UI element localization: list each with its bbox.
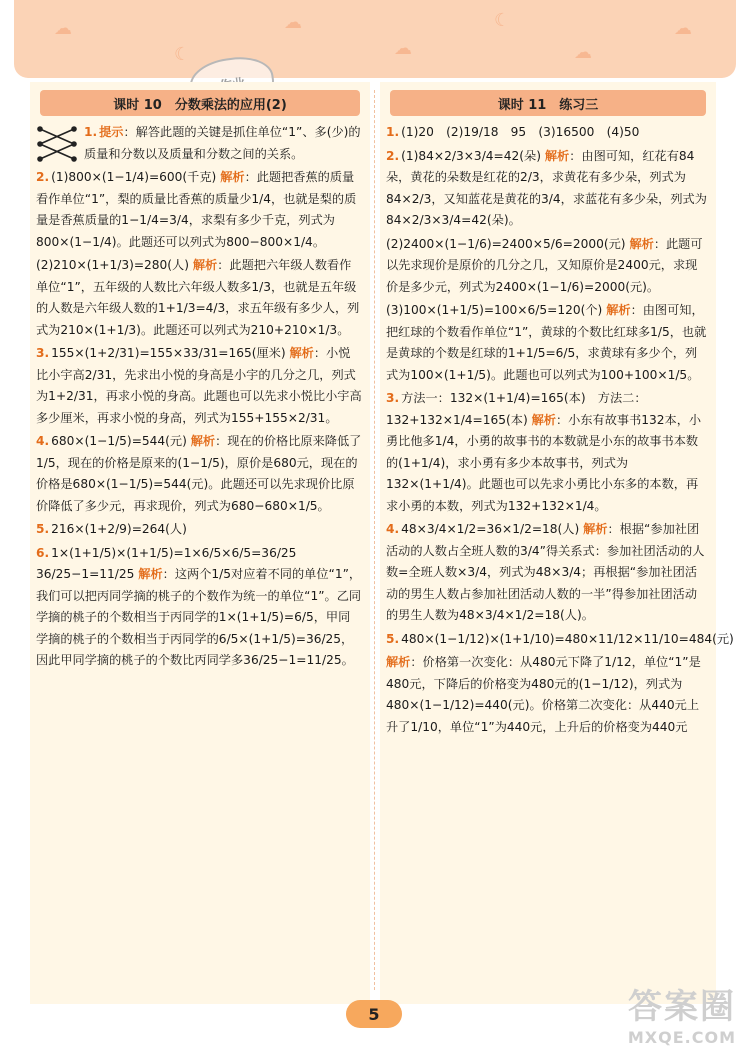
- item-explanation: ：价格第一次变化：从480元下降了1/12，单位“1”是480元，下降后的价格变为480元的(1−1/12)，列式为480×(1−1/12)=440(元)。价格第二次变化：从440元上升了1/10，单位“1”为440元，上升后的价格变为440元: [386, 655, 701, 734]
- item-number: 6.: [36, 545, 50, 560]
- item-number: 4.: [386, 522, 400, 536]
- item-number: 2.: [36, 170, 50, 184]
- cloud-icon: ☁: [574, 42, 592, 63]
- answer-item: [386, 652, 708, 738]
- analysis-label: 解析: [138, 567, 163, 581]
- item-explanation: ：小悦比小宇高2/31，先求出小悦的身高是小宇的几分之几，列式为1+2/31，再求小悦的身高。此题也可以先求小悦比小宇高多少厘米，再求小悦的身高，列式为155+155×2/31。: [36, 346, 362, 425]
- answer-item: [36, 431, 362, 517]
- analysis-label: 解析: [544, 148, 570, 163]
- item-text: 1×(1+1/5)×(1+1/5)=1×6/5×6/5=36/25 36/25−1=11/25: [36, 545, 309, 581]
- right-content: [380, 122, 734, 738]
- item-text: 680×(1−1/5)=544(元): [51, 434, 191, 448]
- item-number: 4.: [36, 434, 50, 448]
- answer-item: [386, 629, 734, 651]
- moon-icon: ☾: [494, 10, 511, 31]
- item-number: 2.: [386, 148, 400, 163]
- answer-item: [386, 300, 708, 386]
- item-number: 5.: [386, 631, 400, 646]
- item-text: 48×3/4×1/2=36×1/2=18(人): [401, 522, 584, 536]
- column-divider: [374, 90, 375, 990]
- answer-item: [36, 343, 362, 429]
- item-explanation: ：由图可知，把红球的个数看作单位“1”，黄球的个数比红球多1/5，也就是黄球的个数是红球的1+1/5=6/5，求黄球有多少个，列式为100×(1+1/5)。此题也可以列式为100+100×1/5。: [386, 303, 707, 382]
- item-text: ：解答此题的关键是抓住单位“1”、多(少)的质量和分数以及质量和分数之间的关系。: [84, 125, 361, 161]
- item-text: (1)800×(1−1/4)=600(千克): [51, 170, 221, 184]
- item-number: 5.: [36, 522, 50, 536]
- item-explanation: ：根据“参加社团活动的人数占全班人数的3/4”得关系式：参加社团活动的人数=全班人数×3/4，列式为48×3/4；再根据“参加社团活动的男生人数占参加社团活动人数的一半”得参加社团活动的男生人数为48×3/4×1/2=18(人)。: [386, 522, 705, 622]
- item-explanation: ：由图可知，红花有84朵，黄花的朵数是红花的2/3，求黄花有多少朵，列式为84×2/3，又知蓝花是黄花的3/4，求蓝花有多少朵，列式为84×2/3×3/4=42(朵)。: [386, 148, 707, 227]
- item-explanation: ：小东有故事书132本，小勇比他多1/4，小勇的故事书的本数就是小东的故事书本数的(1+1/4)，求小勇有多少本故事书，列式为132×(1+1/4)。此题也可以先求小勇比小东多的本数，再求小勇的本数，列式为132+132×1/4。: [386, 412, 702, 513]
- item-text: 480×(1−1/12)×(1+1/10)=480×11/12×11/10=484(元): [401, 631, 734, 646]
- analysis-label: 解析: [583, 522, 608, 536]
- page-number: 5: [346, 1000, 402, 1028]
- answer-item: [36, 122, 362, 165]
- item-text: 方法一：132×(1+1/4)=165(本) 方法二：132+132×1/4=165(本): [386, 391, 647, 427]
- item-number: 1.: [84, 125, 98, 139]
- moon-icon: ☾: [174, 44, 191, 65]
- analysis-label: 解析: [220, 170, 245, 184]
- item-number: 3.: [36, 346, 50, 360]
- answer-item: [36, 543, 362, 672]
- lesson-11-header: 课时 11 练习三: [390, 90, 706, 116]
- answer-item: [386, 122, 708, 144]
- item-explanation: ：此题可以先求现价是原价的几分之几，又知原价是2400元，求现价是多少元，列式为2400×(1−1/6)=2000(元)。: [386, 236, 703, 294]
- answer-item: [386, 519, 708, 627]
- analysis-label: 解析: [606, 303, 631, 317]
- left-column: [30, 82, 370, 1004]
- matching-lines-icon: [36, 124, 78, 164]
- cloud-icon: ☁: [394, 38, 412, 59]
- cloud-icon: ☁: [674, 18, 692, 39]
- lesson-10-header: 课时 10 分数乘法的应用(2): [40, 90, 360, 116]
- right-column: [380, 82, 734, 1004]
- answer-item: [386, 234, 708, 299]
- item-text: (2)210×(1+1/3)=280(人): [36, 258, 193, 272]
- analysis-label: 解析: [190, 434, 216, 448]
- item-text: 155×(1+2/31)=155×33/31=165(厘米): [51, 346, 290, 360]
- answer-item: [386, 146, 708, 232]
- watermark-url: MXQE.COM: [627, 1028, 736, 1047]
- hint-label: 提示: [99, 125, 124, 139]
- item-text: (1)84×2/3×3/4=42(朵): [401, 148, 545, 163]
- analysis-label: 解析: [192, 258, 218, 272]
- item-text: (3)100×(1+1/5)=100×6/5=120(个): [386, 303, 607, 317]
- item-text: (2)2400×(1−1/6)=2400×5/6=2000(元): [386, 236, 630, 251]
- cloud-icon: ☁: [54, 18, 72, 39]
- analysis-label: 解析: [289, 346, 314, 360]
- watermark-logo-text: 答案圈: [628, 987, 736, 1027]
- answer-item: [36, 255, 362, 341]
- item-explanation: ：这两个1/5对应着不同的单位“1”，我们可以把丙同学摘的桃子的个数作为统一的单位“1”。乙同学摘的桃子的个数相当于丙同学的1×(1+1/5)=6/5，甲同学摘的桃子的个数相当于丙同学的6/5×(1+1/5)=36/25，因此甲同学摘的桃子的个数比丙同学多36/25−1=11/25。: [36, 567, 362, 667]
- item-text: 216×(1+2/9)=264(人): [51, 522, 187, 536]
- left-content: [30, 122, 370, 672]
- analysis-label: 解析: [629, 236, 654, 251]
- analysis-label: 解析: [386, 655, 411, 669]
- item-explanation: ：现在的价格比原来降低了1/5，现在的价格是原来的(1−1/5)，原价是680元，现在的价格是680×(1−1/5)=544(元)。此题还可以先求现价比原价降低了多少元，再求现价，列式为680−680×1/5。: [36, 434, 362, 513]
- item-text: (1)20 (2)19/18 95 (3)16500 (4)50: [401, 125, 640, 139]
- item-number: 3.: [386, 391, 400, 405]
- item-explanation: ：此题把香蕉的质量看作单位“1”，梨的质量比香蕉的质量少1/4，也就是梨的质量是香蕉质量的1−1/4=3/4，求梨有多少千克，列式为800×(1−1/4)。此题还可以列式为800−800×1/4。: [36, 170, 357, 249]
- page-banner: [14, 0, 736, 78]
- item-explanation: ：此题把六年级人数看作单位“1”，五年级的人数比六年级人数多1/3，也就是五年级的人数是六年级人数的1+1/3=4/3，求五年级有多少人，列式为210×(1+1/3)。此题还可以列式为210+210×1/3。: [36, 258, 360, 337]
- answer-item: [36, 167, 362, 253]
- analysis-label: 解析: [531, 412, 556, 427]
- answer-item: [386, 388, 708, 517]
- watermark: [628, 979, 736, 1047]
- cloud-icon: ☁: [284, 12, 302, 33]
- answer-item: [36, 519, 362, 541]
- item-number: 1.: [386, 125, 400, 139]
